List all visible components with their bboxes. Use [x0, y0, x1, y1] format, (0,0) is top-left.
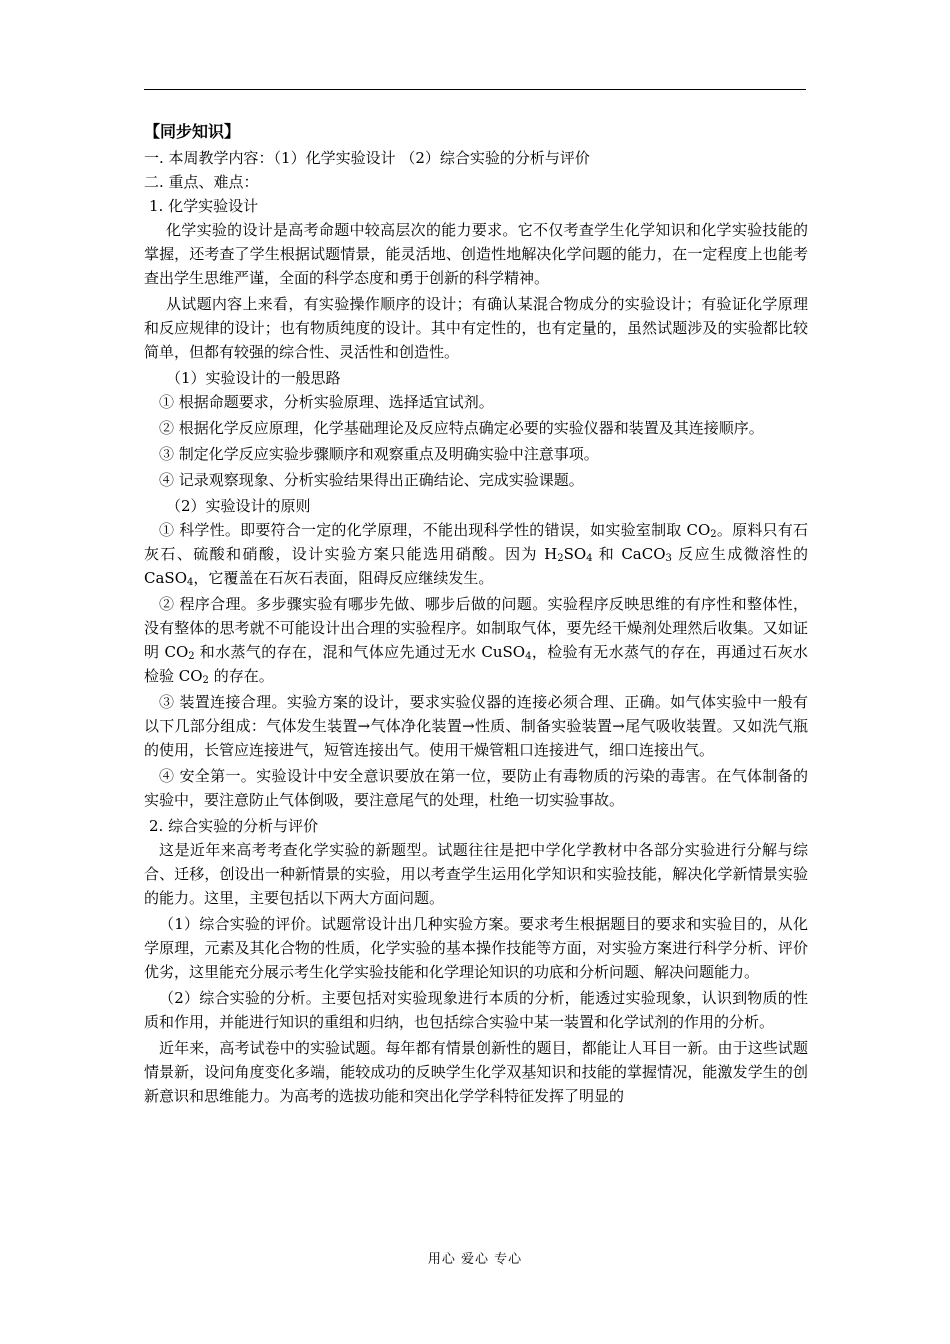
page-footer: 用心 爱心 专心	[427, 1252, 523, 1267]
header-rule	[144, 89, 806, 90]
list-item: ③ 制定化学反应实验步骤顺序和观察重点及明确实验中注意事项。	[159, 445, 599, 463]
text-run: ，检验有无水蒸气的存在，再通过石灰水检验 CO	[144, 643, 808, 685]
subscript: 4	[525, 651, 532, 662]
subscript: 4	[187, 577, 194, 588]
paragraph: （2）综合实验的分析。主要包括对实验现象进行本质的分析，能透过实验现象，认识到物质的性质和作用，并能进行知识的重组和归纳，也包括综合实验中某一装置和化学试剂的作用的分析。	[144, 989, 808, 1031]
principle-safety: ④ 安全第一。实验设计中安全意识要放在第一位，要防止有毒物质的污染的毒害。在气体制备的实验中，要注意防止气体倒吸，要注意尾气的处理，杜绝一切实验事故。	[144, 767, 808, 809]
text-run: 。原料只有石灰石、硫酸和硝酸，设计实验方案只能选用硝酸。因为 H	[144, 521, 808, 563]
subheading-principles: （2）实验设计的原则	[166, 497, 311, 515]
subheading-comprehensive: 2. 综合实验的分析与评价	[149, 817, 319, 835]
subscript: 2	[710, 529, 717, 540]
teaching-content-line: 一. 本周教学内容：（1）化学实验设计 （2）综合实验的分析与评价	[144, 149, 590, 167]
list-item: ② 根据化学反应原理，化学基础理论及反应特点确定必要的实验仪器和装置及其连接顺序。	[159, 419, 764, 437]
text-run: 反应生成微溶性的 CaSO	[144, 545, 808, 587]
subscript: 2	[202, 675, 209, 686]
principle-scientific	[144, 518, 808, 590]
paragraph: 这是近年来高考考查化学实验的新题型。试题往往是把中学化学教材中各部分实验进行分解与综合、迁移，创设出一种新情景的实验，用以考查学生运用化学知识和实验技能，解决化学新情景实验的能力。这里，主要包括以下两大方面问题。	[144, 841, 808, 907]
text-run: 和 CaCO	[592, 545, 666, 563]
subscript: 3	[665, 553, 672, 564]
document-body	[144, 120, 808, 1110]
section-title: 【同步知识】	[144, 122, 241, 141]
paragraph: 近年来，高考试卷中的实验试题。每年都有情景创新性的题目，都能让人耳目一新。由于这些试题情景新，设问角度变化多端，能较成功的反映学生化学双基知识和技能的掌握情况，能激发学生的创新意识和思维能力。为高考的选拔功能和突出化学学科特征发挥了明显的	[144, 1039, 808, 1105]
text-run: SO	[563, 545, 587, 563]
principle-apparatus: ③ 装置连接合理。实验方案的设计，要求实验仪器的连接必须合理、正确。如气体实验中一般有以下几部分组成：气体发生装置→气体净化装置→性质、制备实验装置→尾气吸收装置。又如洗气瓶的使用，长管应连接进气，短管连接出气。使用干燥管粗口连接进气，细口连接出气。	[144, 693, 808, 759]
subscript: 2	[557, 553, 564, 564]
list-item: ④ 记录观察现象、分析实验结果得出正确结论、完成实验课题。	[159, 471, 584, 489]
paragraph: 从试题内容上来看，有实验操作顺序的设计；有确认某混合物成分的实验设计；有验证化学原理和反应规律的设计；也有物质纯度的设计。其中有定性的，也有定量的，虽然试题涉及的实验都比较简单，但都有较强的综合性、灵活性和创造性。	[144, 295, 808, 361]
text-run: 的存在。	[208, 667, 274, 685]
key-points-line: 二. 重点、难点：	[144, 173, 259, 191]
subheading-general-approach: （1）实验设计的一般思路	[166, 369, 341, 387]
text-run: 和水蒸气的存在，混和气体应先通过无水 CuSO	[194, 643, 526, 661]
text-run: ① 科学性。即要符合一定的化学原理，不能出现科学性的错误，如实验室制取 CO	[159, 521, 711, 539]
list-item: ① 根据命题要求，分析实验原理、选择适宜试剂。	[159, 393, 494, 411]
principle-procedure	[144, 592, 808, 688]
subscript: 4	[586, 553, 593, 564]
paragraph: 化学实验的设计是高考命题中较高层次的能力要求。它不仅考查学生化学知识和化学实验技能的掌握，还考查了学生根据试题情景，能灵活地、创造性地解决化学问题的能力，在一定程度上也能考查出学生思维严谨，全面的科学态度和勇于创新的科学精神。	[144, 221, 808, 287]
text-run: ② 程序合理。多步骤实验有哪步先做、哪步后做的问题。实验程序反映思维的有序性和整体性，没有整体的思考就不可能设计出合理的实验程序。如制取气体，要先经干燥剂处理然后收集。又如证明 CO	[144, 595, 808, 661]
text-run: ，它覆盖在石灰石表面，阻碍反应继续发生。	[193, 569, 494, 587]
paragraph: （1）综合实验的评价。试题常设计出几种实验方案。要求考生根据题目的要求和实验目的，从化学原理，元素及其化合物的性质，化学实验的基本操作技能等方面，对实验方案进行科学分析、评价优劣，这里能充分展示考生化学实验技能和化学理论知识的功底和分析问题、解决问题能力。	[144, 915, 808, 981]
subheading-experiment-design: 1. 化学实验设计	[149, 197, 259, 215]
subscript: 2	[188, 651, 195, 662]
